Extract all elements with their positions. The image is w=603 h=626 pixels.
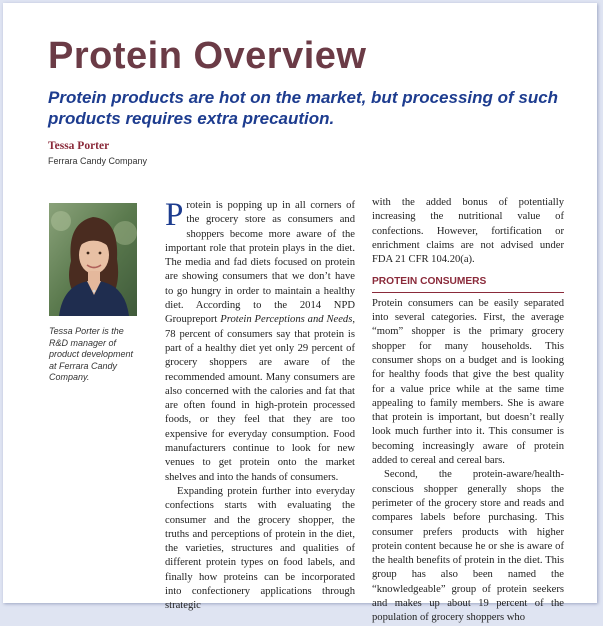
body-paragraph: Expanding protein further into everyday confections starts with evaluating the consumer and the grocery shopper, the truths and perceptions of protein in the diet, the varieties, structures and qualities of different protein types on food labels, and finally how proteins can be incorporated into confectionery applications through strategic — [165, 485, 355, 612]
author-photo — [49, 203, 137, 316]
body-paragraph — [165, 199, 355, 485]
author-affiliation: Ferrara Candy Company — [48, 156, 148, 166]
article-page — [3, 3, 597, 624]
body-column-1 — [165, 199, 355, 614]
body-text: , 78 percent of consumers say that protein is part of a healthy diet yet only 29 percent of grocery shoppers are aware of the recommended amount. Many consumers are also concerned with the calories and fat that are often found in high-protein processed foods, or they feel that they are too expensive for everyday consumption. Food manufacturers continue to look for new venues to get protein onto the market shelves and into the hands of consumers. — [165, 314, 355, 483]
body-paragraph: Second, the protein-aware/health-conscious shopper generally shops the perimeter of the grocery store and reads and compares labels before purchasing. This consumer prefers products with higher protein content because he or she is aware of the health benefits of protein in the diet. This group has also been named the “knowledgeable” group of protein seekers and makes up about 19 percent of the population of grocery shoppers who — [372, 469, 564, 624]
body-text: rotein is popping up in all corners of the grocery store as consumers and shoppers become more aware of the important role that protein plays in the diet. The media and fad diets focused on protein are showing consumers that we don’t have to go hungry in order to maintain a healthy diet. According to the 2014 NPD Groupreport — [165, 200, 355, 326]
drop-cap: P — [165, 197, 184, 233]
section-heading: PROTEIN CONSUMERS — [372, 275, 564, 292]
body-column-2 — [372, 196, 564, 626]
author-name: Tessa Porter — [48, 140, 110, 152]
article-subtitle: Protein products are hot on the market, but processing of such products requires extra precaution. — [48, 88, 559, 128]
report-title: Protein Perceptions and Needs — [220, 314, 353, 326]
body-paragraph: Protein consumers can be easily separated into several categories. First, the average “mom” shopper is the primary grocery shopper for many households. This consumer shops on a budget and is looking for healthy foods that give the best quality for a value price while at the same time appealing to family members. She is aware that protein is important, but doesn’t really look much further into it. This consumer is becoming increasingly aware of protein added to cereal and cereal bars. — [372, 297, 564, 467]
photo-caption: Tessa Porter is the R&D manager of product development at Ferrara Candy Company. — [49, 326, 134, 382]
article-title: Protein Overview — [48, 35, 367, 77]
body-paragraph: with the added bonus of potentially increasing the nutritional value of confections. However, fortification or enrichment claims are not advised under FDA 21 CFR 104.20(a). — [372, 197, 564, 266]
